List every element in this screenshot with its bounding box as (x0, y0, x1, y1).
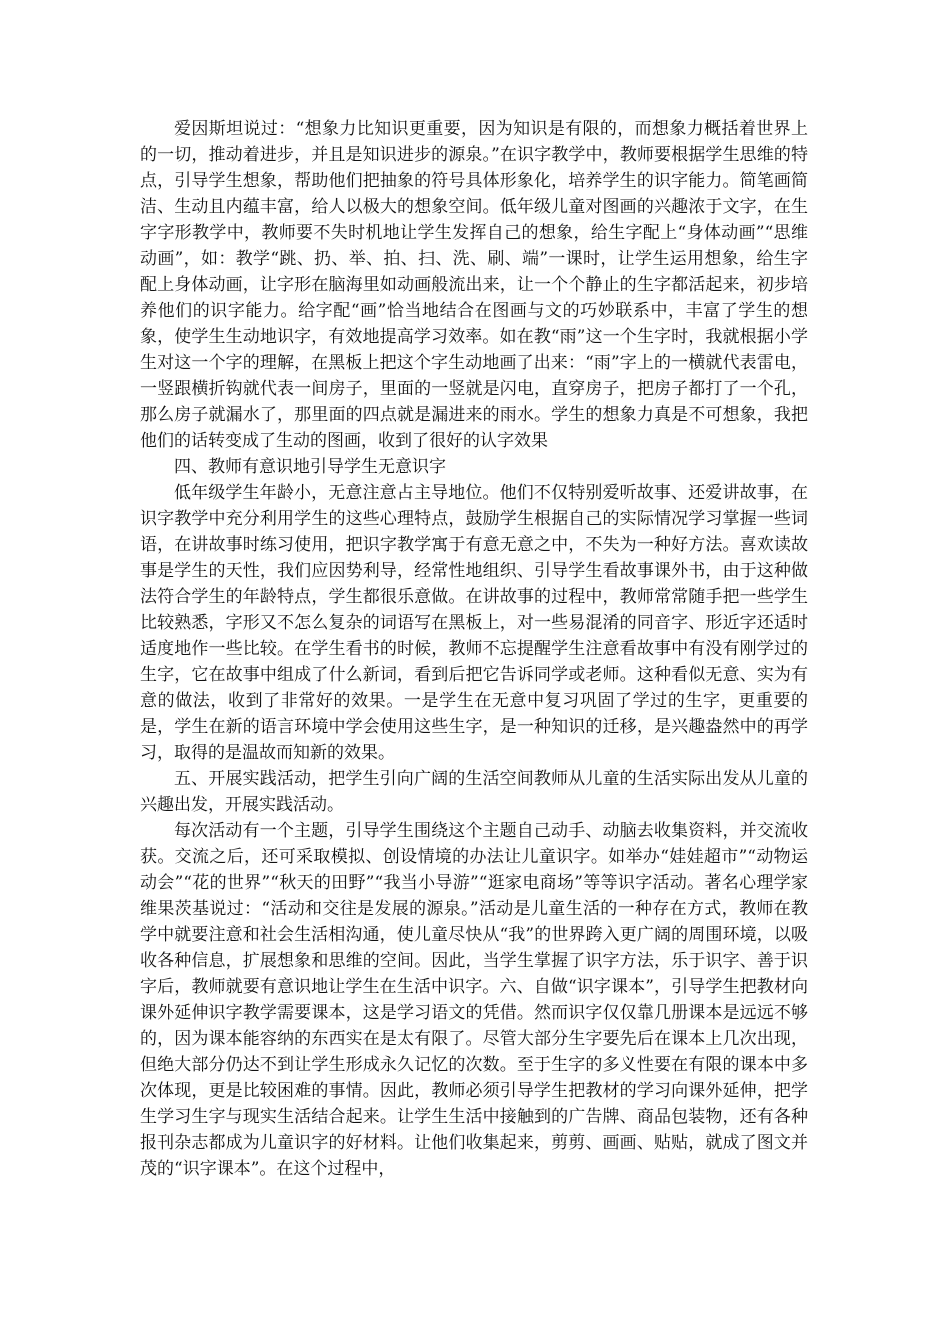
section-heading-4: 四、教师有意识地引导学生无意识字 (174, 457, 446, 477)
document-body (140, 116, 808, 1182)
paragraph-imagination: 爱因斯坦说过：“想象力比知识更重要，因为知识是有限的，而想象力概括着世界上的一切，推动着进步，并且是知识进步的源泉。”在识字教学中，教师要根据学生思维的特点，引导学生想象，帮助他们把抽象的符号具体形象化，培养学生的识字能力。简笔画简洁、生动且内蕴丰富，给人以极大的想象空间。低年级儿童对图画的兴趣浓于文字，在生字字形教学中，教师要不失时机地让学生发挥自己的想象，给生字配上“身体动画”“思维动画”，如：教学“跳、扔、举、拍、扫、洗、刷、端”一课时，让学生运用想象，给生字配上身体动画，让字形在脑海里如动画般流出来，让一个个静止的生字都活起来，初步培养他们的识字能力。给字配“画”恰当地结合在图画与文的巧妙联系中，丰富了学生的想象，使学生生动地识字，有效地提高学习效率。如在教“雨”这一个生字时，我就根据小学生对这一个字的理解，在黑板上把这个字生动地画了出来：“雨”字上的一横就代表雷电，一竖跟横折钩就代表一间房子，里面的一竖就是闪电，直穿房子，把房子都打了一个孔，那么房子就漏水了，那里面的四点就是漏进来的雨水。学生的想象力真是不可想象，我把他们的话转变成了生动的图画，收到了很好的认字效果 (140, 119, 808, 451)
paragraph-unconscious-literacy: 低年级学生年龄小，无意注意占主导地位。他们不仅特别爱听故事、还爱讲故事，在识字教学中充分利用学生的这些心理特点，鼓励学生根据自己的实际情况学习掌握一些词语，在讲故事时练习使用，把识字教学寓于有意无意之中，不失为一种好方法。喜欢读故事是学生的天性，我们应因势利导，经常性地组织、引导学生看故事课外书，由于这种做法符合学生的年龄特点，学生都很乐意做。在讲故事的过程中，教师常常随手把一些学生比较熟悉，字形又不怎么复杂的词语写在黑板上，对一些易混淆的同音字、形近字还适时适度地作一些比较。在学生看书的时候，教师不忘提醒学生注意看故事中有没有刚学过的生字，它在故事中组成了什么新词，看到后把它告诉同学或老师。这种看似无意、实为有意的做法，收到了非常好的效果。一是学生在无意中复习巩固了学过的生字，更重要的是，学生在新的语言环境中学会使用这些生字，是一种知识的迁移，是兴趣盎然中的再学习，取得的是温故而知新的效果。 (140, 483, 808, 763)
section-heading-5: 五、开展实践活动，把学生引向广阔的生活空间教师从儿童的生活实际出发从儿童的兴趣出发，开展实践活动。 (140, 769, 808, 815)
paragraph-practice-activities: 每次活动有一个主题，引导学生围绕这个主题自己动手、动脑去收集资料，并交流收获。交流之后，还可采取模拟、创设情境的办法让儿童识字。如举办“娃娃超市”“动物运动会”“花的世界”“秋天的田野”“我当小导游”“逛家电商场”等等识字活动。著名心理学家维果茨基说过：“活动和交往是发展的源泉。”活动是儿童生活的一种存在方式，教师在教学中就要注意和社会生活相沟通，使儿童尽快从“我”的世界跨入更广阔的周围环境，以吸收各种信息，扩展想象和思维的空间。因此，当学生掌握了识字方法，乐于识字、善于识字后，教师就要有意识地让学生在生活中识字。六、自做“识字课本”，引导学生把教材向课外延伸识字教学需要课本，这是学习语文的凭借。然而识字仅仅靠几册课本是远远不够的，因为课本能容纳的东西实在是太有限了。尽管大部分生字要先后在课本上几次出现，但绝大部分仍达不到让学生形成永久记忆的次数。至于生字的多义性要在有限的课本中多次体现，更是比较困难的事情。因此，教师必须引导学生把教材的学习向课外延伸，把学生学习生字与现实生活结合起来。让学生生活中接触到的广告牌、商品包装物，还有各种报刊杂志都成为儿童识字的好材料。让他们收集起来，剪剪、画画、贴贴，就成了图文并茂的“识字课本”。在这个过程中， (140, 821, 808, 1179)
